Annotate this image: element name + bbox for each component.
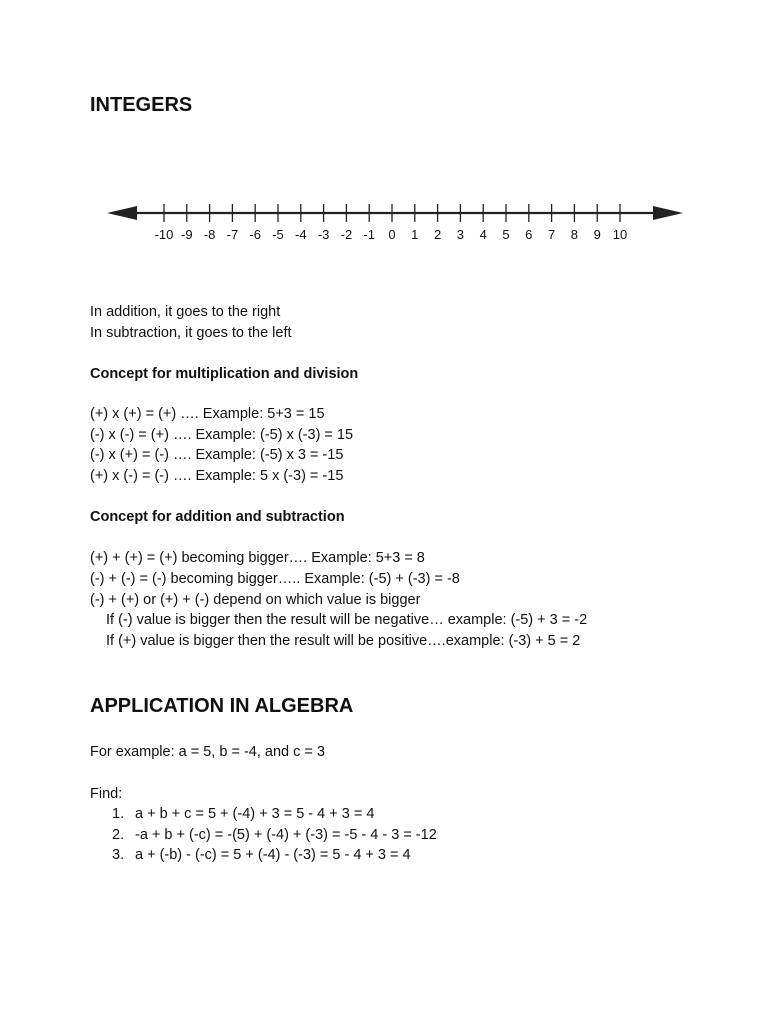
number-line-tick-label: -5 xyxy=(272,227,284,242)
add-sub-rule: (-) + (-) = (-) becoming bigger….. Example: (-5) + (-3) = -8 xyxy=(90,571,460,587)
item-number: 2. xyxy=(112,827,125,843)
item-number: 3. xyxy=(112,847,125,863)
number-line-tick-label: 9 xyxy=(593,227,601,242)
number-line-tick-label: -2 xyxy=(340,227,353,242)
item-text: a + b + c = 5 + (-4) + 3 = 5 - 4 + 3 = 4 xyxy=(135,806,375,822)
add-sub-heading: Concept for addition and subtraction xyxy=(90,509,345,525)
add-sub-subrule: If (-) value is bigger then the result will be negative… example: (-5) + 3 = -2 xyxy=(106,612,588,628)
number-line-tick-label: 4 xyxy=(479,227,487,242)
number-line-tick-label: 5 xyxy=(502,227,510,242)
item-text: a + (-b) - (-c) = 5 + (-4) - (-3) = 5 - 4 + 3 = 4 xyxy=(135,847,411,863)
mult-div-rule: (-) x (+) = (-) …. Example: (-5) x 3 = -15 xyxy=(90,447,344,463)
add-sub-rule: (-) + (+) or (+) + (-) depend on which value is bigger xyxy=(90,592,421,608)
mult-div-heading: Concept for multiplication and division xyxy=(90,366,359,382)
number-line-tick-label: 2 xyxy=(433,227,442,242)
number-line-tick-label: -1 xyxy=(363,227,375,242)
number-line-tick-label: -10 xyxy=(154,227,174,242)
number-line-tick-label: 7 xyxy=(547,227,556,242)
number-line-tick-label: 6 xyxy=(525,227,533,242)
number-line-tick-label: -6 xyxy=(249,227,261,242)
page-title: INTEGERS xyxy=(90,94,193,116)
algebra-item xyxy=(112,804,374,824)
item-text: -a + b + (-c) = -(5) + (-4) + (-3) = -5 - 4 - 3 = -12 xyxy=(135,827,437,843)
algebra-item xyxy=(112,845,411,865)
algebra-example: For example: a = 5, b = -4, and c = 3 xyxy=(90,744,325,760)
add-sub-rule: (+) + (+) = (+) becoming bigger…. Example: 5+3 = 8 xyxy=(90,550,425,566)
add-sub-subrule: If (+) value is bigger then the result will be positive….example: (-3) + 5 = 2 xyxy=(106,633,581,649)
number-line-tick-label: 0 xyxy=(388,227,396,242)
right-arrow-icon xyxy=(653,206,683,220)
number-line-tick-label: -9 xyxy=(181,227,193,242)
algebra-title: APPLICATION IN ALGEBRA xyxy=(90,695,354,717)
number-line xyxy=(105,196,690,248)
direction-note-addition: In addition, it goes to the right xyxy=(90,304,281,320)
mult-div-rule: (+) x (-) = (-) …. Example: 5 x (-3) = -15 xyxy=(90,468,344,484)
number-line-tick-label: 10 xyxy=(612,227,628,242)
mult-div-rule: (+) x (+) = (+) …. Example: 5+3 = 15 xyxy=(90,406,325,422)
algebra-item xyxy=(112,825,437,845)
number-line-tick-label: 8 xyxy=(570,227,579,242)
left-arrow-icon xyxy=(107,206,137,220)
number-line-tick-label: -4 xyxy=(295,227,307,242)
item-number: 1. xyxy=(112,806,125,822)
number-line-tick-label: 1 xyxy=(411,227,419,242)
mult-div-rule: (-) x (-) = (+) …. Example: (-5) x (-3) = 15 xyxy=(90,427,354,443)
number-line-tick-label: -7 xyxy=(226,227,239,242)
number-line-tick-label: -8 xyxy=(203,227,216,242)
number-line-tick-label: 3 xyxy=(456,227,465,242)
direction-note-subtraction: In subtraction, it goes to the left xyxy=(90,325,292,341)
find-label: Find: xyxy=(90,786,123,802)
number-line-tick-label: -3 xyxy=(317,227,330,242)
